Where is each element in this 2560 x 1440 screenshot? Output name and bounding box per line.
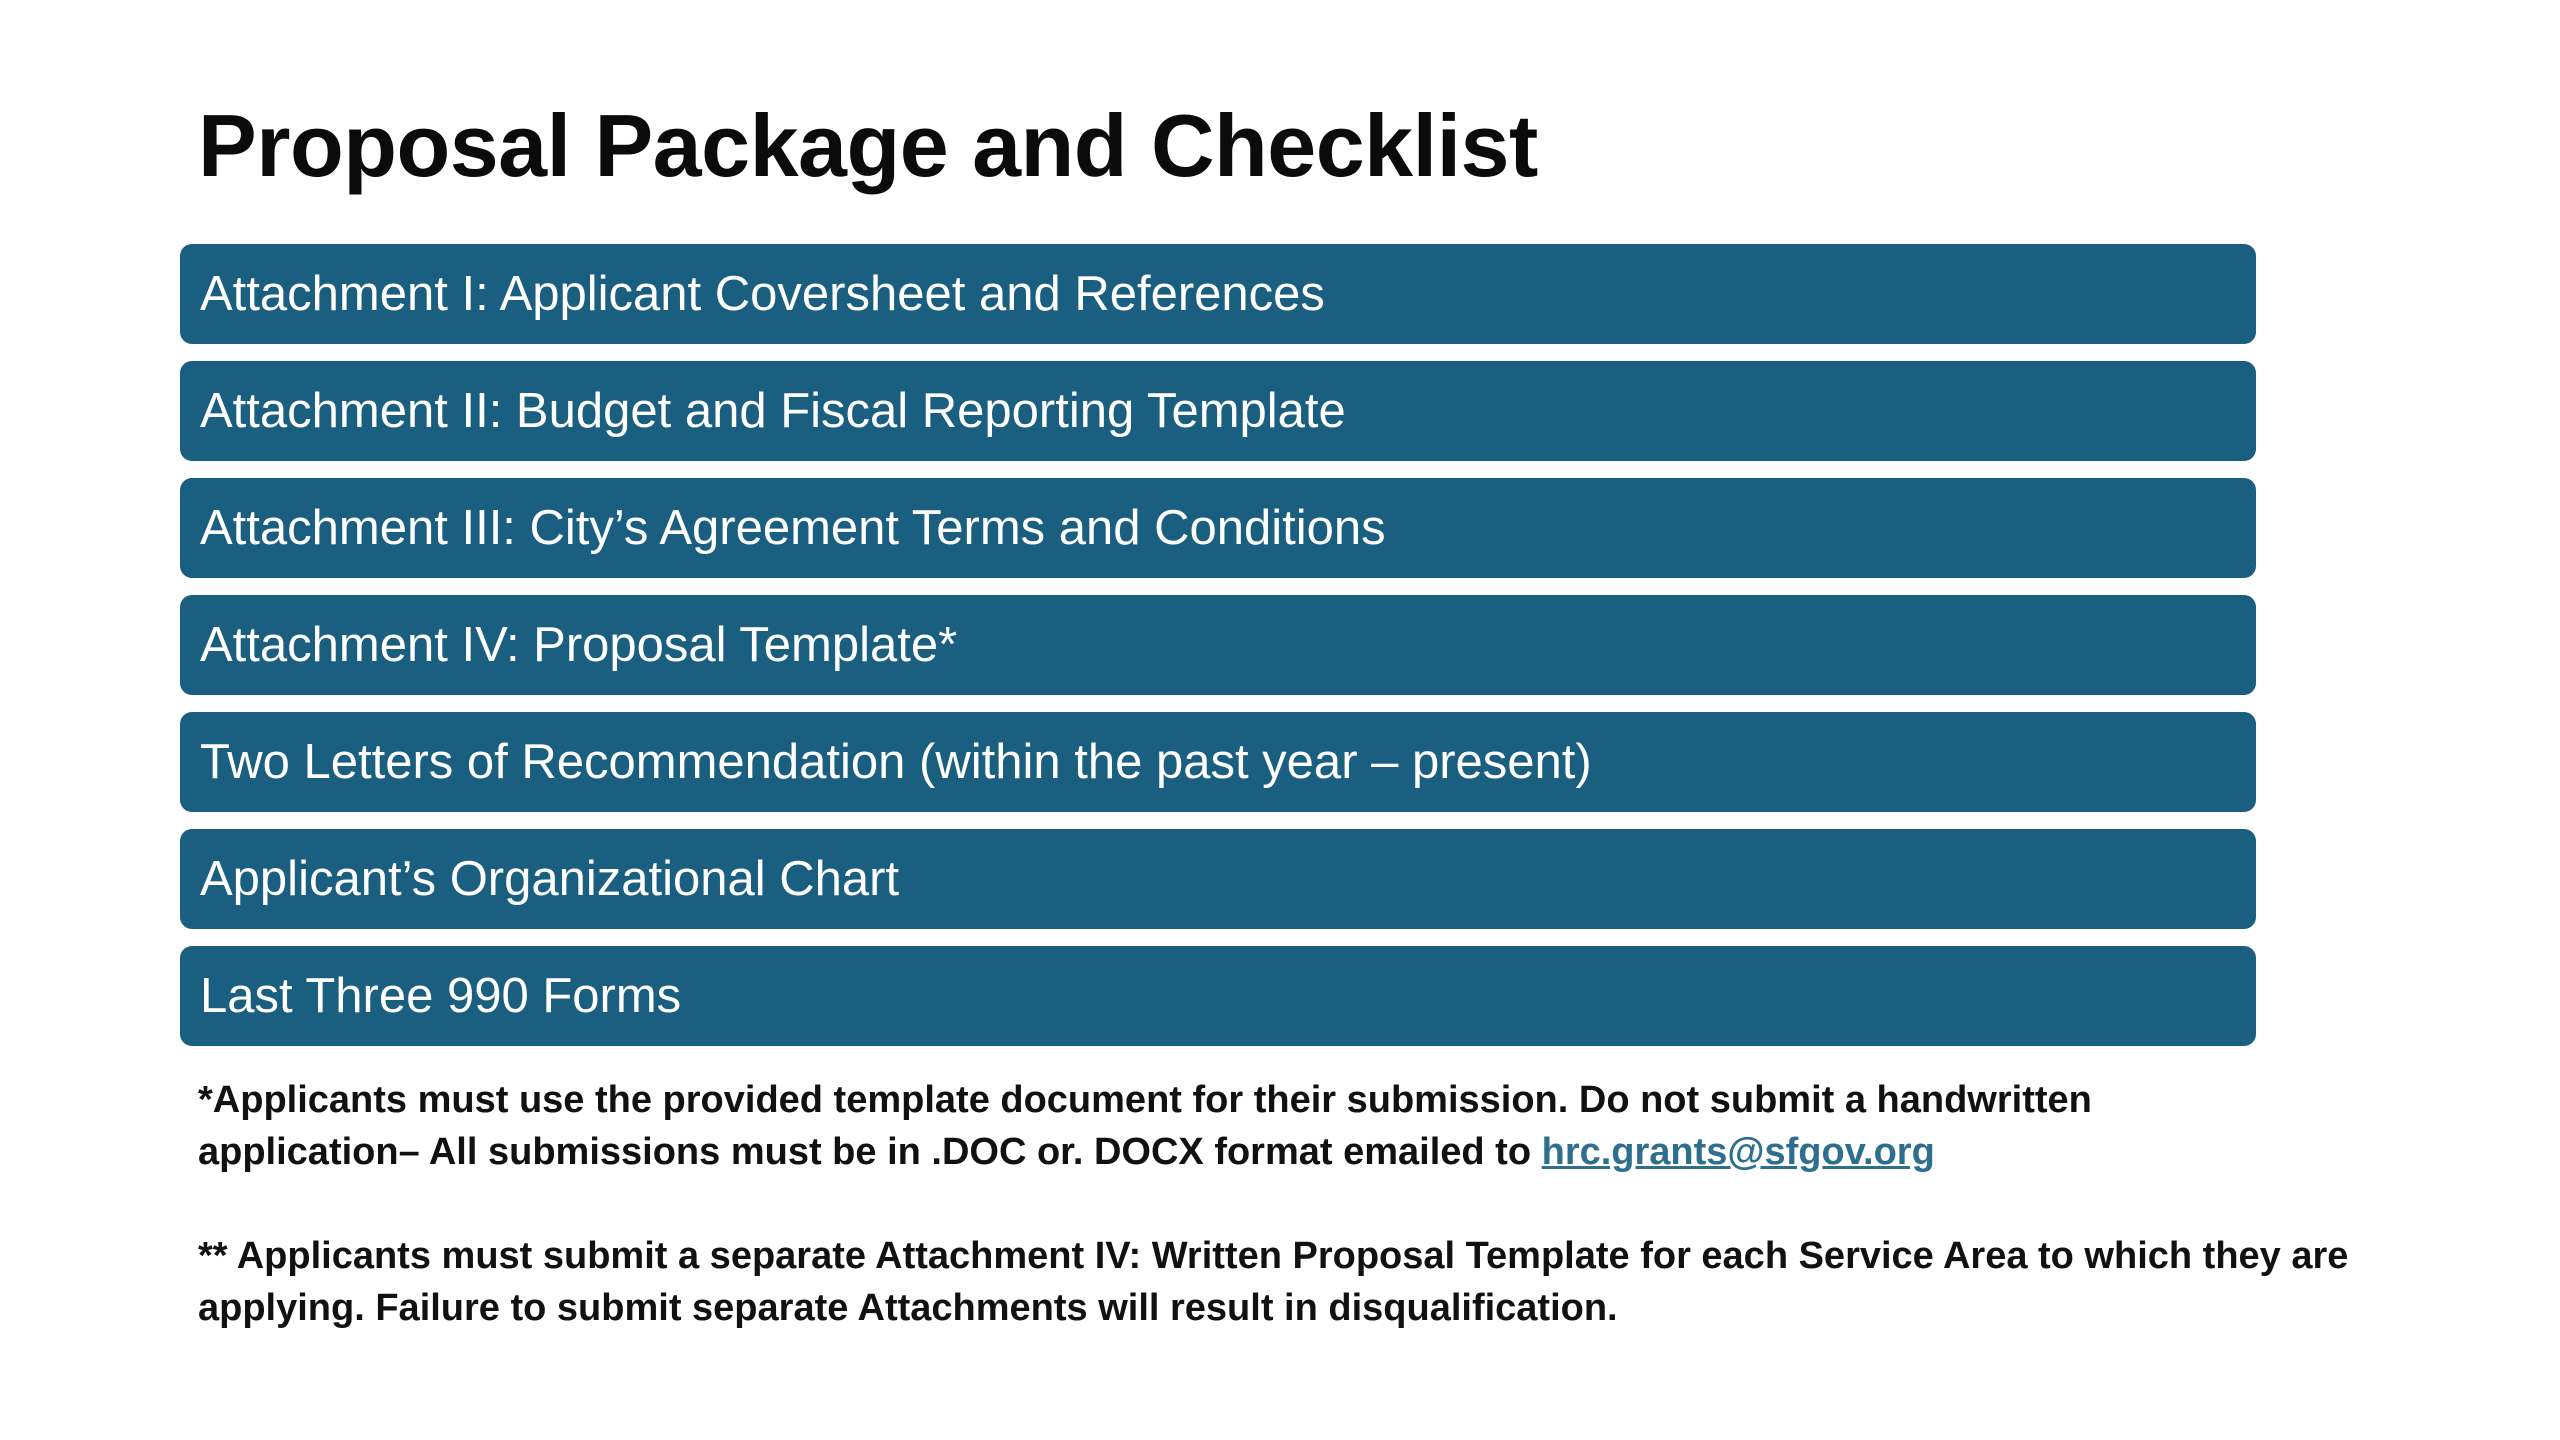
checklist-item-attachment-1[interactable]: Attachment I: Applicant Coversheet and References (180, 244, 2256, 344)
template-note-text: *Applicants must use the provided template document for their submission. Do not submit a handwritten application– All submissions must be in .DOC or. DOCX format emailed to (198, 1079, 2092, 1173)
checklist-item-990-forms[interactable]: Last Three 990 Forms (180, 946, 2256, 1046)
page-title: Proposal Package and Checklist (198, 96, 1538, 195)
checklist-item-org-chart[interactable]: Applicant’s Organizational Chart (180, 829, 2256, 929)
checklist-item-attachment-3[interactable]: Attachment III: City’s Agreement Terms and Conditions (180, 478, 2256, 578)
checklist (180, 244, 2256, 1063)
checklist-item-recommendation-letters[interactable]: Two Letters of Recommendation (within the past year – present) (180, 712, 2256, 812)
template-note (198, 1074, 2318, 1178)
checklist-item-attachment-2[interactable]: Attachment II: Budget and Fiscal Reporting Template (180, 361, 2256, 461)
separate-attachment-note: ** Applicants must submit a separate Attachment IV: Written Proposal Template for each Service Area to which they are applying. Failure to submit separate Attachments will result in disqualification. (198, 1235, 2349, 1329)
email-link[interactable]: hrc.grants@sfgov.org (1541, 1131, 1935, 1173)
checklist-item-attachment-4[interactable]: Attachment IV: Proposal Template* (180, 595, 2256, 695)
